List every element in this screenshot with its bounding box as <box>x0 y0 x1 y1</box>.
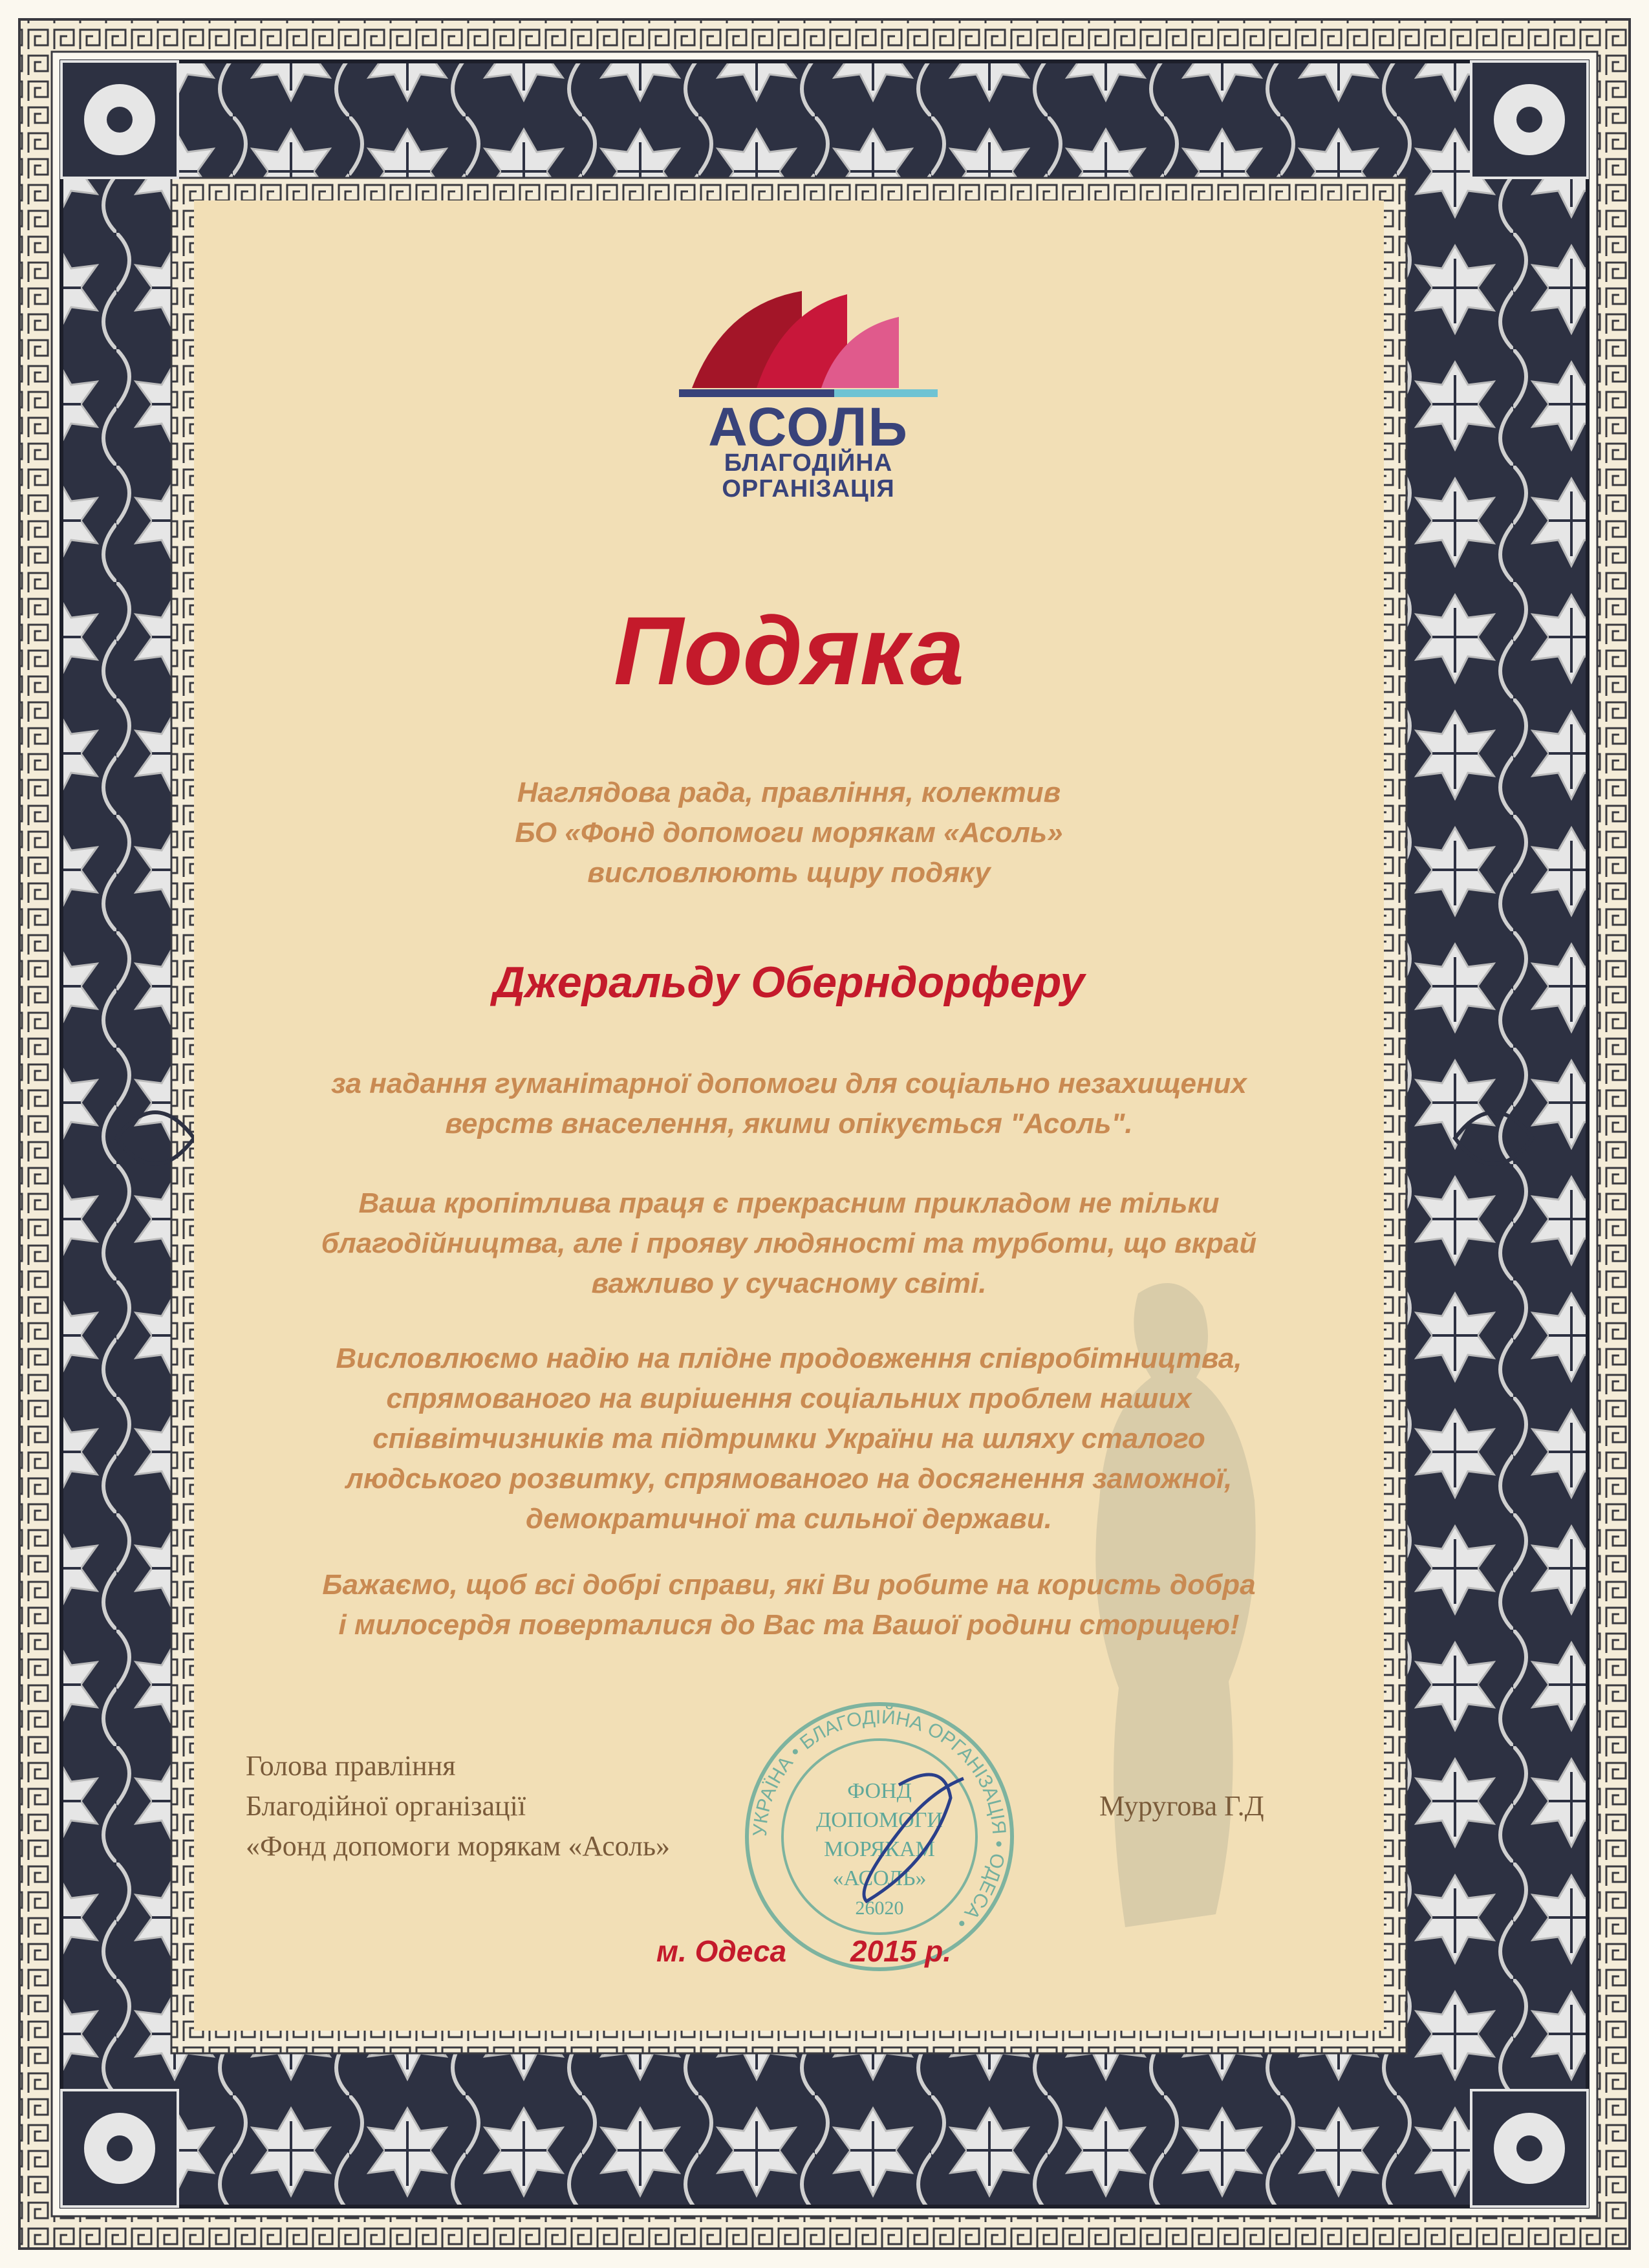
paragraph-line: верств внаселення, якими опікується "Асоль". <box>445 1108 1133 1139</box>
paragraph-line: людського розвитку, спрямованого на досягнення заможної, <box>345 1463 1233 1495</box>
paragraph-line: і милосердя поверталися до Вас та Вашої родини сторицею! <box>338 1609 1240 1641</box>
certificate-title: Подяка <box>614 596 964 705</box>
stamp-line: ФОНД <box>847 1779 912 1803</box>
paragraph-line: співвітчизників та підтримки України на шляху сталого <box>372 1423 1205 1454</box>
stamp-line: МОРЯКАМ <box>824 1837 935 1861</box>
stamp-line: ДОПОМОГИ <box>816 1808 943 1832</box>
paragraph-4 <box>213 1565 1364 1645</box>
intro-line: Наглядова рада, правління, колектив <box>517 777 1061 808</box>
logo-subtitle-line1: БЛАГОДІЙНА <box>724 449 893 477</box>
intro-line: висловлюють щиру подяку <box>587 857 991 889</box>
signature-line: «Фонд допомоги морякам «Асоль» <box>246 1830 671 1862</box>
paragraph-line: спрямованого на вирішення соціальних проблем наших <box>386 1383 1192 1414</box>
logo-subtitle-line2: ОРГАНІЗАЦІЯ <box>722 475 895 502</box>
paragraph-line: демократичної та сильної держави. <box>526 1503 1052 1535</box>
paragraph-2 <box>213 1183 1364 1304</box>
paragraph-1 <box>213 1064 1364 1144</box>
stamp-ring-text: УКРАЇНА • БЛАГОДІЙНА ОРГАНІЗАЦІЯ • ОДЕСА • <box>749 1706 1010 1934</box>
paragraph-line: Ваша кропітлива праця є прекрасним прикладом не тільки <box>358 1187 1220 1219</box>
stamp-line: «АСОЛЬ» <box>832 1866 927 1890</box>
city: м. Одеса <box>656 1934 787 1968</box>
logo-name: АСОЛЬ <box>708 396 909 457</box>
intro-text <box>213 773 1364 893</box>
paragraph-line: за надання гуманітарної допомоги для соціально незахищених <box>331 1068 1247 1099</box>
paragraph-line: благодійництва, але і прояву людяності та турботи, що вкрай <box>321 1227 1257 1259</box>
signature-line: Благодійної організації <box>246 1790 526 1822</box>
intro-line: БО «Фонд допомоги морякам «Асоль» <box>515 817 1063 848</box>
signatory-name: Муругова Г.Д <box>1099 1790 1264 1822</box>
paragraph-3 <box>213 1339 1364 1539</box>
paragraph-line: Бажаємо, щоб всі добрі справи, які Ви робите на користь добра <box>322 1569 1256 1601</box>
paragraph-line: Висловлюємо надію на плідне продовження співробітництва, <box>336 1343 1242 1374</box>
year: 2015 р. <box>850 1934 951 1968</box>
stamp-code: 26020 <box>855 1897 904 1919</box>
paragraph-line: важливо у сучасному світі. <box>591 1268 987 1299</box>
recipient-name: Джеральду Обернд​орферу <box>493 958 1085 1007</box>
signature-block <box>246 1746 763 1866</box>
signature-line: Голова правління <box>246 1750 456 1782</box>
